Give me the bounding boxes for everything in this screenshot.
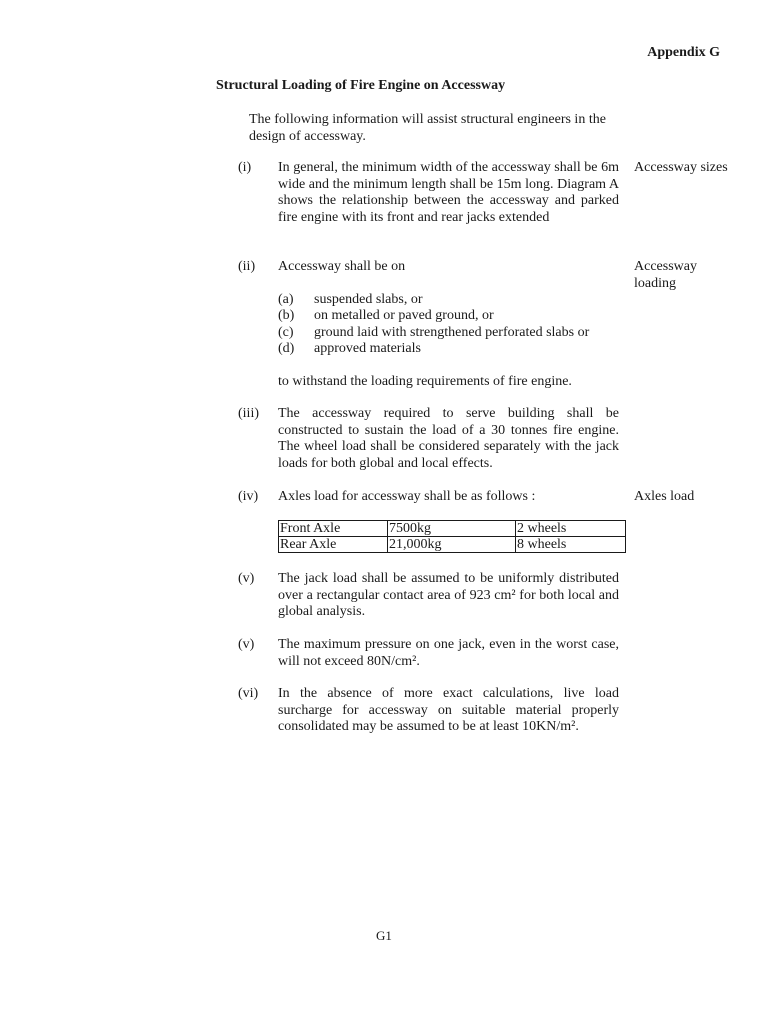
side-note: Axles load — [634, 489, 695, 504]
item-number: (ii) — [238, 259, 256, 274]
item-number: (i) — [238, 160, 252, 175]
item-text: Accessway shall be on — [278, 259, 406, 274]
item-number: (v) — [238, 571, 255, 586]
sub-item-text: suspended slabs, or — [314, 292, 423, 307]
sub-item-letter: (a) — [278, 292, 294, 307]
page-number: G1 — [376, 928, 392, 943]
axle-load-table — [278, 520, 626, 553]
sub-item-text: ground laid with strengthened perforated slabs or — [314, 325, 590, 340]
appendix-label: Appendix G — [647, 45, 720, 60]
item-text: In the absence of more exact calculations, live load surcharge for accessway on suitable material properly consolidated may be assumed to be at least 10KN/m². — [278, 686, 619, 734]
table-cell: 8 wheels — [516, 537, 626, 553]
table-row — [279, 537, 626, 553]
table-cell: Rear Axle — [279, 537, 388, 553]
item-text: In general, the minimum width of the accessway shall be 6m wide and the minimum length shall be 15m long. Diagram A shows the relationship between the accessway and parked fire engine with its front and rear jacks extended — [278, 160, 619, 225]
sub-item-text: on metalled or paved ground, or — [314, 308, 494, 323]
sub-item-letter: (b) — [278, 308, 295, 323]
sub-item-letter: (c) — [278, 325, 294, 340]
intro-paragraph: The following information will assist structural engineers in the design of accessway. — [249, 112, 606, 144]
table-cell: Front Axle — [279, 521, 388, 537]
table-cell: 21,000kg — [388, 537, 516, 553]
sub-item-letter: (d) — [278, 341, 295, 356]
item-text: The jack load shall be assumed to be uniformly distributed over a rectangular contact area of 923 cm² for both local and global analysis. — [278, 571, 619, 619]
item-text: The maximum pressure on one jack, even in the worst case, will not exceed 80N/cm². — [278, 637, 619, 669]
item-number: (iii) — [238, 406, 259, 421]
item-number: (v) — [238, 637, 255, 652]
item-number: (vi) — [238, 686, 259, 701]
item-number: (iv) — [238, 489, 259, 504]
item-text: The accessway required to serve building shall be constructed to sustain the load of a 30 tonnes fire engine. The wheel load shall be considered separately with the jack loads for both global and local effects. — [278, 406, 619, 471]
item-continuation: to withstand the loading requirements of fire engine. — [278, 374, 572, 389]
sub-item-text: approved materials — [314, 341, 421, 356]
item-text: Axles load for accessway shall be as follows : — [278, 489, 536, 504]
table-cell: 7500kg — [388, 521, 516, 537]
table-cell: 2 wheels — [516, 521, 626, 537]
side-note: Accessway loading — [634, 259, 697, 291]
page-title: Structural Loading of Fire Engine on Accessway — [216, 78, 506, 93]
table-row — [279, 521, 626, 537]
side-note: Accessway sizes — [634, 160, 728, 175]
